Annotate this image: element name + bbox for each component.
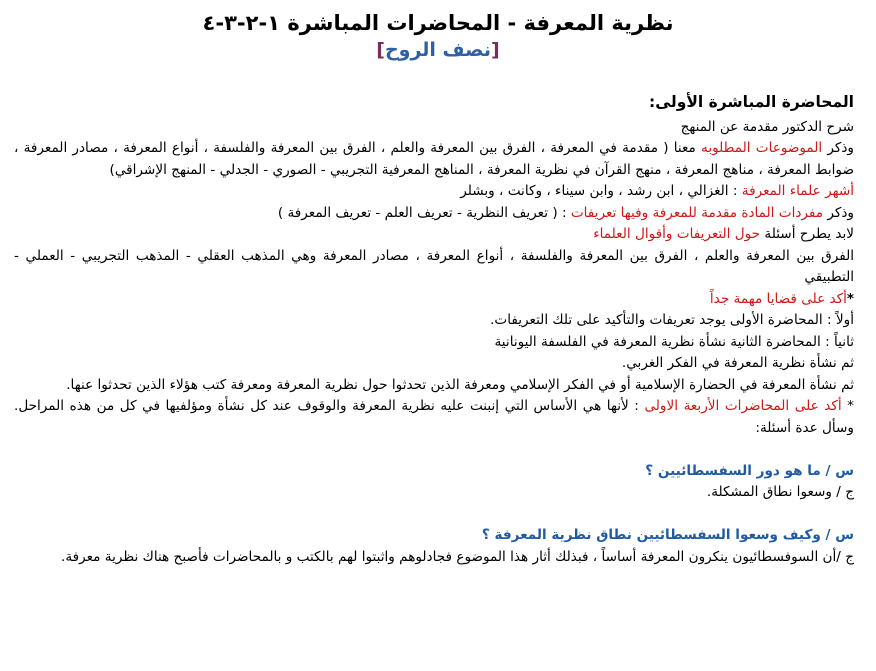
ask-prefix: لابد يطرح أسئلة bbox=[760, 226, 854, 242]
author-name: نصف الروح bbox=[384, 39, 492, 61]
then-point-1: ثم نشأة نظرية المعرفة في الفكر الغربي. bbox=[621, 355, 854, 371]
topics-label: الموضوعات المطلوبه bbox=[701, 140, 823, 156]
topics-prefix: وذكر bbox=[822, 140, 854, 156]
spacer bbox=[14, 439, 854, 461]
important-label: أكد على قضايا مهمة جداً bbox=[709, 290, 847, 307]
second-point: ثانياً : المحاضرة الثانية نشأة نظرية المعرفة في الفلسفة اليونانية bbox=[494, 333, 854, 350]
ask-paragraph bbox=[14, 224, 854, 246]
stress-text: : لأنها هي الأساس التي إنبنت عليه نظرية المعرفة والوقوف عند كل نشأة ومؤلفيها في كل من هذه المراحل. وسأل عدة أسئلة: bbox=[14, 398, 854, 436]
vocab-text: : ( تعريف النظرية - تعريف العلم - تعريف المعرفة ) bbox=[277, 204, 571, 221]
stress-label: أكد على المحاضرات الأربعة الاولى bbox=[644, 398, 842, 414]
important-paragraph bbox=[14, 289, 854, 311]
question-2: س / وكيف وسعوا السفسطائيين نطاق نظرية المعرفة ؟ bbox=[481, 527, 854, 543]
important-star: * bbox=[846, 290, 854, 307]
lecture-body bbox=[14, 92, 854, 568]
vocab-label: مفردات المادة مقدمة للمعرفة وفيها تعريفات bbox=[570, 204, 824, 221]
topics-paragraph bbox=[14, 138, 854, 181]
document-title: نظرية المعرفة - المحاضرات المباشرة ١-٢-٣-٤ bbox=[202, 11, 674, 35]
then-point-2: ثم نشأة المعرفة في الحضارة الإسلامية أو في الفكر الإسلامي ومعرفة الذين تحدثوا حول نظرية المعرفة ومعرفة كتب هؤلاء الذين تحدثوا عنها. bbox=[66, 376, 854, 393]
stress-star: * bbox=[841, 398, 854, 414]
topics-text: معنا ( مقدمة في المعرفة ، الفرق بين المعرفة والعلم ، الفرق بين المعرفة والفلسفة ، أنواع المعرفة ، مصادر المعرفة ، ضوابط المعرفة ، مناهج المعرفة ، منهج القرآن في نظرية المعرفة ، المناهج المعرفية التجريبي - الصوري - الجدلي - المنهج الإشراقي) bbox=[14, 140, 854, 178]
question-1: س / ما هو دور السفسطائيين ؟ bbox=[645, 462, 854, 479]
scholars-paragraph bbox=[14, 181, 854, 203]
answer-1: ج / وسعوا نطاق المشكلة. bbox=[706, 484, 854, 500]
ask-label: حول التعريفات وأقوال العلماء bbox=[593, 226, 761, 242]
stress-paragraph bbox=[14, 396, 854, 439]
subtitle-bracket-open: [ bbox=[491, 39, 500, 61]
spacer bbox=[14, 504, 854, 526]
first-point: أولاً : المحاضرة الأولى يوجد تعريفات والتأكيد على تلك التعريفات. bbox=[490, 312, 854, 328]
scholars-label: أشهر علماء المعرفة bbox=[741, 183, 854, 199]
vocab-prefix: وذكر bbox=[823, 204, 854, 221]
document-subtitle bbox=[0, 38, 876, 62]
scholars-text: : الغزالي ، ابن رشد ، وابن سيناء ، وكانت ، وبشلر bbox=[460, 183, 742, 199]
vocab-paragraph bbox=[14, 203, 854, 225]
intro-paragraph: شرح الدكتور مقدمة عن المنهج bbox=[680, 118, 854, 135]
differences-paragraph: الفرق بين المعرفة والعلم ، الفرق بين المعرفة والفلسفة ، أنواع المعرفة ، مصادر المعرفة وهي المذهب العقلي - المذهب التجريبي - العملي - التطبيقي bbox=[14, 247, 854, 285]
subtitle-bracket-close: ] bbox=[376, 39, 385, 61]
lecture-heading: المحاضرة المباشرة الأولى: bbox=[649, 93, 854, 111]
answer-2: ج /أن السوفسطائيون ينكرون المعرفة أساساً ، فبذلك أثار هذا الموضوع فجادلوهم واثبتوا لهم بالكتب و بالمحاضرات فأصبح هناك نظرية معرفة. bbox=[61, 548, 854, 565]
